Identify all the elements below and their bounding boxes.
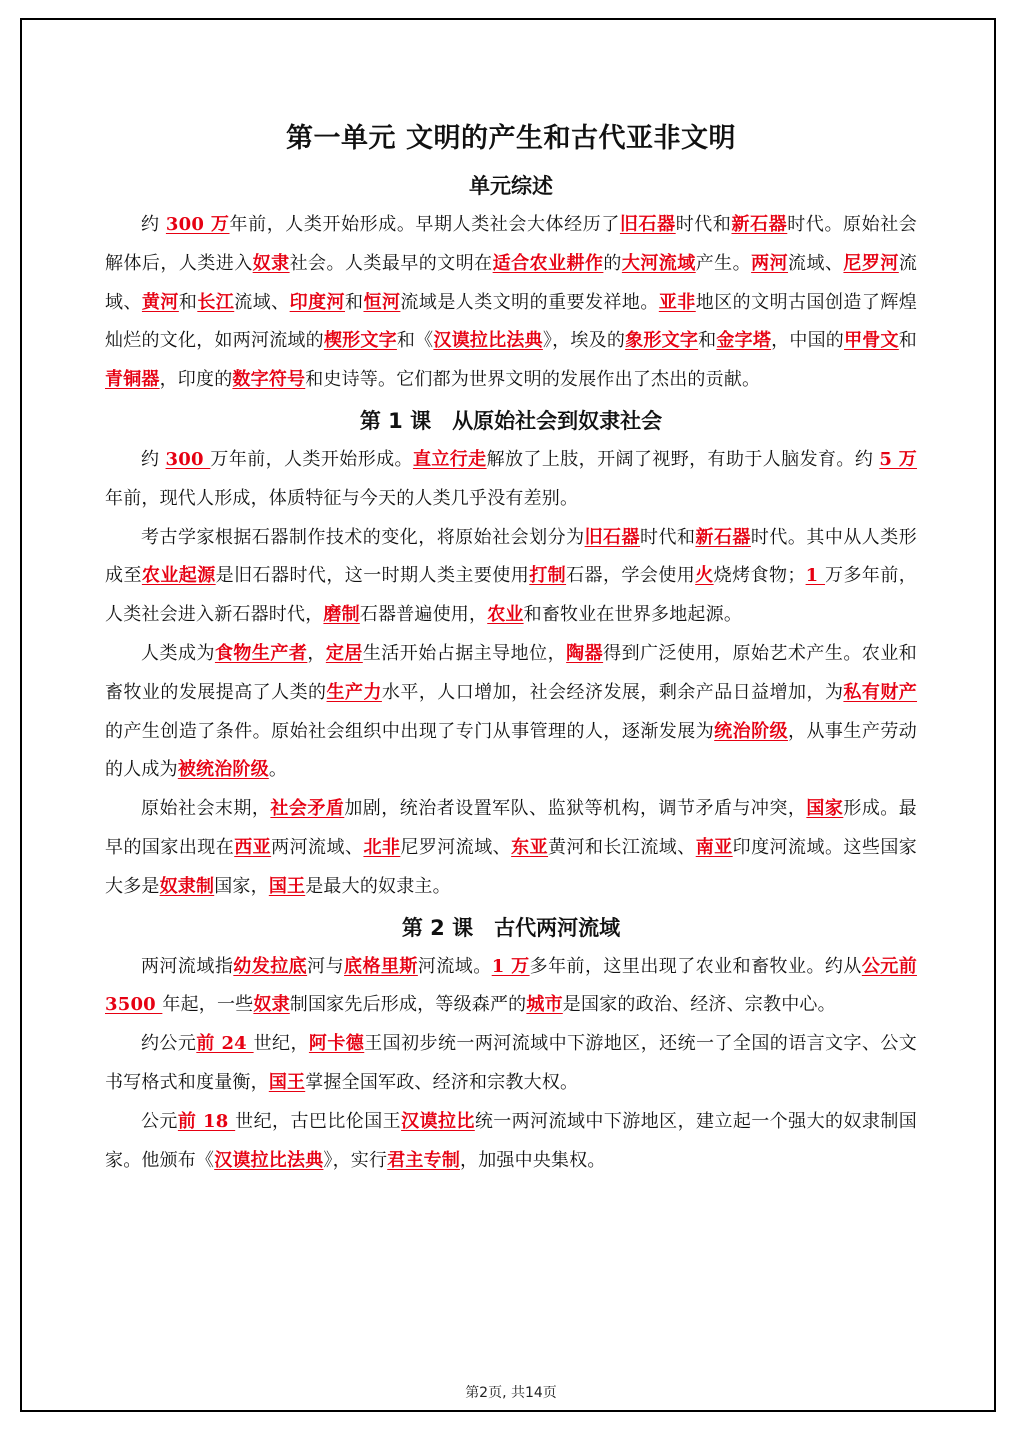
text-run: 多年前，这里出现了农业和畜牧业。约从 <box>529 955 862 977</box>
text-run: 黄河和长江流域、 <box>548 836 696 858</box>
text-run: 时代和 <box>640 526 696 548</box>
highlighted-term: 南亚 <box>695 836 733 858</box>
text-run: 。 <box>268 759 288 781</box>
paragraph <box>105 519 917 635</box>
highlighted-term: 前 18 <box>177 1110 236 1132</box>
section-heading: 第 2 课 古代两河流域 <box>401 915 621 940</box>
paragraph <box>105 1025 917 1103</box>
highlighted-term: 城市 <box>526 994 563 1016</box>
text-run: 流域是人类文明的重要发祥地。 <box>400 291 659 313</box>
text-run: 世纪，古巴比伦国王 <box>235 1110 402 1132</box>
document-body <box>105 166 917 1180</box>
section-heading: 单元综述 <box>469 174 553 198</box>
text-run: 是最大的奴隶主。 <box>305 875 451 897</box>
highlighted-term: 幼发拉底 <box>233 955 308 977</box>
text-run: 时代。原始社会解体后，人类进入 <box>105 214 918 274</box>
highlighted-term: 汉谟拉比 <box>401 1110 475 1132</box>
highlighted-term: 磨制 <box>323 604 360 626</box>
text-run: 时代和 <box>675 214 732 235</box>
highlighted-term: 打制 <box>529 565 567 587</box>
text-run: 水平，人口增加，社会经济发展，剩余产品日益增加，为 <box>381 681 844 703</box>
text-run: 社会。人类最早的文明在 <box>289 252 493 274</box>
highlighted-term: 定居 <box>325 642 363 664</box>
highlighted-term: 陶器 <box>566 642 604 664</box>
text-run: 是国家的政治、经济、宗教中心。 <box>562 994 836 1016</box>
highlighted-term: 北非 <box>363 836 401 858</box>
highlighted-term: 君主专制 <box>387 1149 461 1171</box>
text-run: 尼罗河流域、 <box>400 836 512 858</box>
highlighted-term: 食物生产者 <box>214 642 308 664</box>
text-run: 的产生创造了条件。原始社会组织中出现了专门从事管理的人，逐渐发展为 <box>105 720 715 742</box>
text-run: ，加强中央集权。 <box>460 1149 606 1171</box>
text-run: 统一两河流域中下游地区，建立起一个强大的奴隶制国家。他颁布《 <box>105 1110 917 1171</box>
highlighted-term: 数字符号 <box>232 369 306 391</box>
text-run: 和 <box>698 330 717 352</box>
text-run: 两河流域、 <box>271 836 364 858</box>
highlighted-term: 公元前 3500 <box>105 955 917 1016</box>
text-run: 制国家先后形成，等级森严的 <box>289 994 527 1016</box>
section-lesson-1 <box>105 401 917 907</box>
text-run: 人类成为 <box>141 642 215 664</box>
highlighted-term: 国王 <box>268 1071 306 1093</box>
text-run: 年前，现代人形成，体质特征与今天的人类几乎没有差别。 <box>105 487 579 509</box>
section-lesson-2 <box>105 908 917 1181</box>
highlighted-term: 农业起源 <box>141 565 216 587</box>
page-title: 第一单元 文明的产生和古代亚非文明 <box>286 123 736 154</box>
paragraph <box>105 1103 917 1181</box>
text-run: 的 <box>603 252 622 274</box>
highlighted-term: 西亚 <box>234 836 272 858</box>
highlighted-term: 国家 <box>806 798 844 820</box>
text-run: 约 <box>141 448 166 470</box>
highlighted-term: 印度河 <box>289 291 346 313</box>
highlighted-term: 黄河 <box>141 291 179 313</box>
highlighted-term: 金字塔 <box>716 330 772 352</box>
paragraph <box>105 635 917 790</box>
text-run: 掌握全国军政、经济和宗教大权。 <box>305 1071 579 1093</box>
highlighted-term: 长江 <box>197 291 235 313</box>
highlighted-term: 汉谟拉比法典 <box>214 1149 324 1171</box>
text-run: 解放了上肢，开阔了视野，有助于人脑发育。约 <box>486 448 880 470</box>
highlighted-term: 楔形文字 <box>323 330 397 352</box>
highlighted-term: 尼罗河 <box>843 252 899 274</box>
highlighted-term: 1 <box>805 565 826 587</box>
highlighted-term: 大河流域 <box>621 252 696 274</box>
text-run: 公元 <box>141 1110 178 1132</box>
text-run: 石器普遍使用， <box>359 604 488 626</box>
text-run: 时代。其中从人类形成至 <box>105 526 917 587</box>
highlighted-term: 农业 <box>487 604 524 626</box>
section-unit-overview <box>105 166 917 400</box>
highlighted-term: 统治阶级 <box>714 720 789 742</box>
highlighted-term: 被统治阶级 <box>177 759 269 781</box>
highlighted-term: 旧石器 <box>619 214 676 235</box>
text-run: 约 <box>141 214 166 235</box>
text-run: 万多年前，人类社会进入新石器时代， <box>105 565 917 626</box>
highlighted-term: 两河 <box>751 252 789 274</box>
highlighted-term: 5 万 <box>879 448 917 470</box>
text-run: ，印度的 <box>159 369 233 391</box>
text-run: 万年前，人类开始形成。 <box>210 448 413 470</box>
highlighted-term: 象形文字 <box>625 330 699 352</box>
highlighted-term: 直立行走 <box>412 448 487 470</box>
text-run: 形成。最早的国家出现在 <box>105 798 917 858</box>
highlighted-term: 汉谟拉比法典 <box>433 330 543 352</box>
text-run: 烧烤食物； <box>713 565 806 587</box>
text-run: 考古学家根据石器制作技术的变化，将原始社会划分为 <box>141 526 585 548</box>
text-run: 是旧石器时代，这一时期人类主要使用 <box>215 565 530 587</box>
paragraph <box>105 441 917 519</box>
highlighted-term: 阿卡德 <box>308 1033 365 1055</box>
text-run: ， <box>307 642 326 664</box>
highlighted-term: 东亚 <box>511 836 549 858</box>
highlighted-term: 社会矛盾 <box>270 798 345 820</box>
paragraph <box>105 206 917 400</box>
highlighted-term: 1 万 <box>491 955 530 977</box>
highlighted-term: 300 万 <box>165 214 230 235</box>
text-run: 王国初步统一两河流域中下游地区，还统一了全国的语言文字、公文书写格式和度量衡， <box>105 1033 918 1093</box>
text-run: 流域、 <box>788 252 844 274</box>
text-run: 生活开始占据主导地位， <box>362 642 567 664</box>
highlighted-term: 适合农业耕作 <box>492 252 604 274</box>
text-run: 得到广泛使用，原始艺术产生。农业和畜牧业的发展提高了人类的 <box>105 642 918 703</box>
text-run: 》，埃及的 <box>542 330 626 352</box>
text-run: 两河流域指 <box>141 955 234 977</box>
text-run: ，中国的 <box>771 330 845 352</box>
text-run: 河与 <box>307 955 345 977</box>
text-run: 流域、 <box>234 291 290 313</box>
highlighted-term: 甲骨文 <box>844 330 899 352</box>
highlighted-term: 奴隶 <box>253 994 290 1016</box>
text-run: 和畜牧业在世界多地起源。 <box>523 604 743 626</box>
text-run: 和《 <box>396 330 434 352</box>
highlighted-term: 青铜器 <box>105 369 160 391</box>
paragraph <box>105 790 917 906</box>
highlighted-term: 亚非 <box>658 291 696 313</box>
highlighted-term: 新石器 <box>695 526 751 548</box>
text-run: 国家， <box>214 875 269 897</box>
text-run: ，从事生产劳动的人成为 <box>105 720 917 781</box>
highlighted-term: 恒河 <box>363 291 401 313</box>
text-run: 》，实行 <box>323 1149 388 1171</box>
highlighted-term: 旧石器 <box>584 526 641 548</box>
highlighted-term: 底格里斯 <box>344 955 418 977</box>
text-run: 和 <box>345 291 364 313</box>
text-run: 年起，一些 <box>162 994 254 1016</box>
highlighted-term: 奴隶 <box>252 252 290 274</box>
highlighted-term: 火 <box>695 565 714 587</box>
highlighted-term: 国王 <box>268 875 306 897</box>
text-run: 产生。 <box>695 252 752 274</box>
highlighted-term: 奴隶制 <box>159 875 215 897</box>
text-run: 加剧，统治者设置军队、监狱等机构，调节矛盾与冲突， <box>344 798 807 820</box>
text-run: 石器，学会使用 <box>566 565 696 587</box>
highlighted-term: 300 <box>165 448 211 470</box>
highlighted-term: 前 24 <box>196 1033 254 1055</box>
highlighted-term: 私有财产 <box>843 681 918 703</box>
text-run: 地区的文明古国创造了辉煌灿烂的文化，如两河流域的 <box>105 291 917 352</box>
text-run: 世纪， <box>253 1033 309 1055</box>
text-run: 流域、 <box>105 252 918 313</box>
text-run: 和史诗等。它们都为世界文明的发展作出了杰出的贡献。 <box>305 369 761 391</box>
paragraph <box>105 948 917 1026</box>
highlighted-term: 生产力 <box>326 681 382 703</box>
section-heading: 第 1 课 从原始社会到奴隶社会 <box>359 408 663 433</box>
text-run: 印度河流域。这些国家大多是 <box>105 836 917 897</box>
text-run: 约公元 <box>141 1033 197 1055</box>
text-run: 和 <box>898 330 917 352</box>
text-run: 年前，人类开始形成。早期人类社会大体经历了 <box>229 214 620 235</box>
text-run: 河流域。 <box>417 955 492 977</box>
text-run: 和 <box>178 291 198 313</box>
page-footer: 第2页, 共14页 <box>465 1385 557 1401</box>
highlighted-term: 新石器 <box>731 214 788 235</box>
text-run: 原始社会末期， <box>141 798 271 820</box>
